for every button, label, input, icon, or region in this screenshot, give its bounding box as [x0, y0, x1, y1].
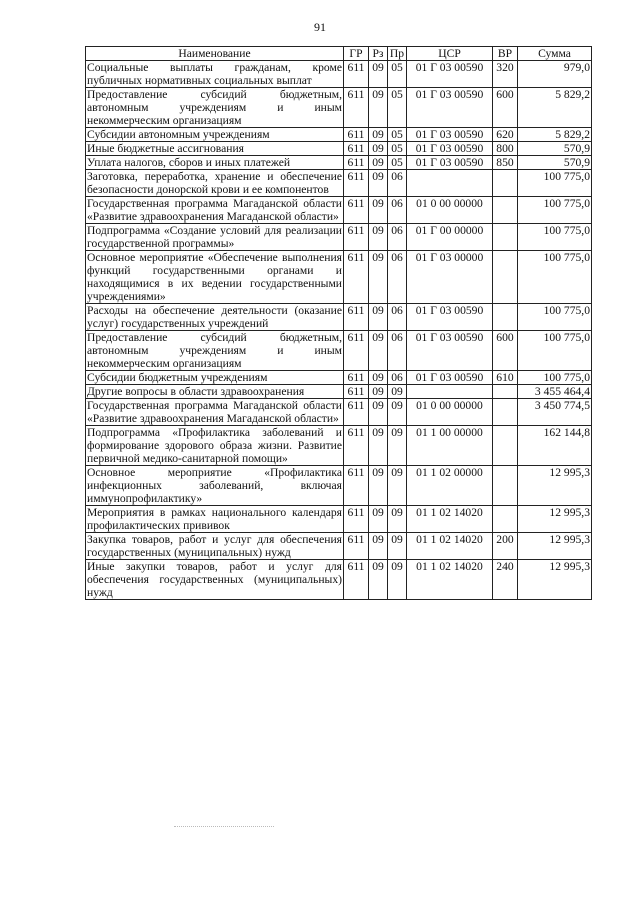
cell-gr: 611	[344, 506, 369, 533]
table-row	[86, 197, 592, 224]
cell-vr	[493, 399, 518, 426]
cell-pr: 09	[388, 426, 407, 466]
cell-pr: 09	[388, 533, 407, 560]
cell-name: Субсидии бюджетным учреждениям	[86, 371, 344, 385]
table-row	[86, 304, 592, 331]
table-row	[86, 371, 592, 385]
cell-vr: 320	[493, 61, 518, 88]
cell-rz: 09	[369, 385, 388, 399]
cell-csr: 01 1 02 14020	[407, 506, 493, 533]
cell-vr	[493, 385, 518, 399]
header-rz: Рз	[369, 47, 388, 61]
cell-rz: 09	[369, 197, 388, 224]
header-csr: ЦСР	[407, 47, 493, 61]
cell-gr: 611	[344, 142, 369, 156]
cell-rz: 09	[369, 88, 388, 128]
cell-sum: 5 829,2	[518, 88, 592, 128]
cell-gr: 611	[344, 128, 369, 142]
cell-rz: 09	[369, 426, 388, 466]
table-row	[86, 399, 592, 426]
table-row	[86, 251, 592, 304]
cell-vr	[493, 466, 518, 506]
cell-vr	[493, 170, 518, 197]
cell-gr: 611	[344, 251, 369, 304]
cell-sum: 12 995,3	[518, 533, 592, 560]
table-row	[86, 88, 592, 128]
cell-sum: 979,0	[518, 61, 592, 88]
cell-name: Закупка товаров, работ и услуг для обеспечения государственных (муниципальных) нужд	[87, 533, 342, 559]
cell-sum: 100 775,0	[518, 331, 592, 371]
cell-csr: 01 Г 03 00590	[407, 88, 493, 128]
header-vr: ВР	[493, 47, 518, 61]
cell-csr: 01 1 02 00000	[407, 466, 493, 506]
header-name: Наименование	[86, 47, 344, 61]
cell-name: Расходы на обеспечение деятельности (оказание услуг) государственных учреждений	[87, 304, 342, 330]
cell-vr: 240	[493, 560, 518, 600]
cell-rz: 09	[369, 466, 388, 506]
table-row	[86, 331, 592, 371]
header-pr: Пр	[388, 47, 407, 61]
table-row	[86, 560, 592, 600]
cell-sum: 12 995,3	[518, 466, 592, 506]
cell-sum: 100 775,0	[518, 371, 592, 385]
cell-gr: 611	[344, 399, 369, 426]
cell-pr: 06	[388, 331, 407, 371]
cell-sum: 100 775,0	[518, 197, 592, 224]
cell-rz: 09	[369, 560, 388, 600]
cell-csr: 01 Г 03 00590	[407, 128, 493, 142]
cell-rz: 09	[369, 304, 388, 331]
cell-sum: 100 775,0	[518, 304, 592, 331]
cell-csr: 01 1 02 14020	[407, 560, 493, 600]
cell-pr: 05	[388, 128, 407, 142]
cell-pr: 06	[388, 304, 407, 331]
cell-pr: 06	[388, 371, 407, 385]
cell-rz: 09	[369, 170, 388, 197]
cell-csr: 01 Г 03 00590	[407, 331, 493, 371]
cell-csr	[407, 385, 493, 399]
cell-vr	[493, 251, 518, 304]
header-gr: ГР	[344, 47, 369, 61]
cell-sum: 12 995,3	[518, 506, 592, 533]
cell-vr: 200	[493, 533, 518, 560]
cell-name: Другие вопросы в области здравоохранения	[86, 385, 344, 399]
table-row	[86, 466, 592, 506]
table-row	[86, 426, 592, 466]
cell-csr: 01 0 00 00000	[407, 197, 493, 224]
cell-sum: 570,9	[518, 156, 592, 170]
cell-gr: 611	[344, 560, 369, 600]
table-row	[86, 142, 592, 156]
cell-sum: 100 775,0	[518, 170, 592, 197]
cell-name: Субсидии автономным учреждениям	[86, 128, 344, 142]
cell-vr: 850	[493, 156, 518, 170]
cell-gr: 611	[344, 426, 369, 466]
cell-csr: 01 1 00 00000	[407, 426, 493, 466]
table-row	[86, 385, 592, 399]
cell-pr: 05	[388, 61, 407, 88]
cell-csr: 01 Г 03 00590	[407, 156, 493, 170]
cell-csr: 01 1 02 14020	[407, 533, 493, 560]
cell-rz: 09	[369, 399, 388, 426]
table-row	[86, 224, 592, 251]
cell-sum: 100 775,0	[518, 251, 592, 304]
cell-pr: 06	[388, 197, 407, 224]
cell-name: Государственная программа Магаданской области «Развитие здравоохранения Магаданской области»	[87, 197, 342, 223]
cell-csr: 01 Г 03 00590	[407, 142, 493, 156]
cell-vr: 610	[493, 371, 518, 385]
cell-gr: 611	[344, 385, 369, 399]
cell-name: Социальные выплаты гражданам, кроме публичных нормативных социальных выплат	[87, 61, 342, 87]
cell-sum: 3 450 774,5	[518, 399, 592, 426]
table-row	[86, 61, 592, 88]
cell-name: Государственная программа Магаданской области «Развитие здравоохранения Магаданской области»	[87, 399, 342, 425]
cell-csr: 01 Г 00 00000	[407, 224, 493, 251]
cell-sum: 162 144,8	[518, 426, 592, 466]
cell-pr: 06	[388, 251, 407, 304]
cell-sum: 570,9	[518, 142, 592, 156]
table-row	[86, 156, 592, 170]
cell-pr: 05	[388, 88, 407, 128]
cell-vr	[493, 304, 518, 331]
cell-csr: 01 Г 03 00590	[407, 61, 493, 88]
table-row	[86, 533, 592, 560]
cell-csr: 01 Г 03 00000	[407, 251, 493, 304]
cell-gr: 611	[344, 224, 369, 251]
page-number: 91	[314, 20, 326, 34]
cell-rz: 09	[369, 506, 388, 533]
cell-name: Иные закупки товаров, работ и услуг для обеспечения государственных (муниципальных) нужд	[87, 560, 342, 599]
cell-name: Иные бюджетные ассигнования	[86, 142, 344, 156]
cell-sum: 100 775,0	[518, 224, 592, 251]
cell-gr: 611	[344, 533, 369, 560]
cell-vr: 800	[493, 142, 518, 156]
dotted-separator	[174, 826, 274, 827]
cell-name: Мероприятия в рамках национального календаря профилактических прививок	[87, 506, 342, 532]
cell-gr: 611	[344, 371, 369, 385]
cell-vr: 620	[493, 128, 518, 142]
cell-pr: 06	[388, 224, 407, 251]
cell-sum: 12 995,3	[518, 560, 592, 600]
cell-name: Уплата налогов, сборов и иных платежей	[86, 156, 344, 170]
cell-gr: 611	[344, 331, 369, 371]
cell-csr: 01 0 00 00000	[407, 399, 493, 426]
cell-rz: 09	[369, 156, 388, 170]
cell-vr	[493, 506, 518, 533]
cell-pr: 09	[388, 506, 407, 533]
cell-pr: 09	[388, 399, 407, 426]
cell-rz: 09	[369, 61, 388, 88]
cell-pr: 05	[388, 142, 407, 156]
cell-pr: 09	[388, 466, 407, 506]
cell-rz: 09	[369, 331, 388, 371]
cell-pr: 09	[388, 385, 407, 399]
cell-name: Подпрограмма «Создание условий для реализации государственной программы»	[87, 224, 342, 250]
table-row	[86, 128, 592, 142]
cell-csr: 01 Г 03 00590	[407, 304, 493, 331]
cell-rz: 09	[369, 371, 388, 385]
cell-name: Подпрограмма «Профилактика заболеваний и формирование здорового образа жизни. Развитие первичной медико-санитарной помощи»	[87, 426, 342, 465]
cell-csr	[407, 170, 493, 197]
cell-rz: 09	[369, 251, 388, 304]
cell-sum: 3 455 464,4	[518, 385, 592, 399]
cell-csr: 01 Г 03 00590	[407, 371, 493, 385]
cell-rz: 09	[369, 142, 388, 156]
cell-name: Предоставление субсидий бюджетным, автономным учреждениям и иным некоммерческим организациям	[87, 331, 342, 370]
cell-gr: 611	[344, 466, 369, 506]
cell-vr: 600	[493, 331, 518, 371]
cell-pr: 06	[388, 170, 407, 197]
budget-table	[85, 46, 592, 600]
cell-vr	[493, 426, 518, 466]
cell-vr	[493, 197, 518, 224]
cell-sum: 5 829,2	[518, 128, 592, 142]
cell-gr: 611	[344, 156, 369, 170]
table-header-row	[86, 47, 592, 61]
cell-vr	[493, 224, 518, 251]
cell-vr: 600	[493, 88, 518, 128]
cell-rz: 09	[369, 224, 388, 251]
table-row	[86, 506, 592, 533]
cell-name: Основное мероприятие «Обеспечение выполнения функций государственными органами и находящимися в их ведении государственными учреждениями»	[87, 251, 342, 303]
cell-pr: 09	[388, 560, 407, 600]
cell-gr: 611	[344, 88, 369, 128]
table-row	[86, 170, 592, 197]
header-sum: Сумма	[518, 47, 592, 61]
cell-gr: 611	[344, 61, 369, 88]
cell-name: Предоставление субсидий бюджетным, автономным учреждениям и иным некоммерческим организациям	[87, 88, 342, 127]
cell-name: Основное мероприятие «Профилактика инфекционных заболеваний, включая иммунопрофилактику»	[87, 466, 342, 505]
cell-rz: 09	[369, 533, 388, 560]
cell-rz: 09	[369, 128, 388, 142]
cell-gr: 611	[344, 197, 369, 224]
cell-gr: 611	[344, 304, 369, 331]
cell-gr: 611	[344, 170, 369, 197]
cell-name: Заготовка, переработка, хранение и обеспечение безопасности донорской крови и ее компонентов	[87, 170, 342, 196]
cell-pr: 05	[388, 156, 407, 170]
